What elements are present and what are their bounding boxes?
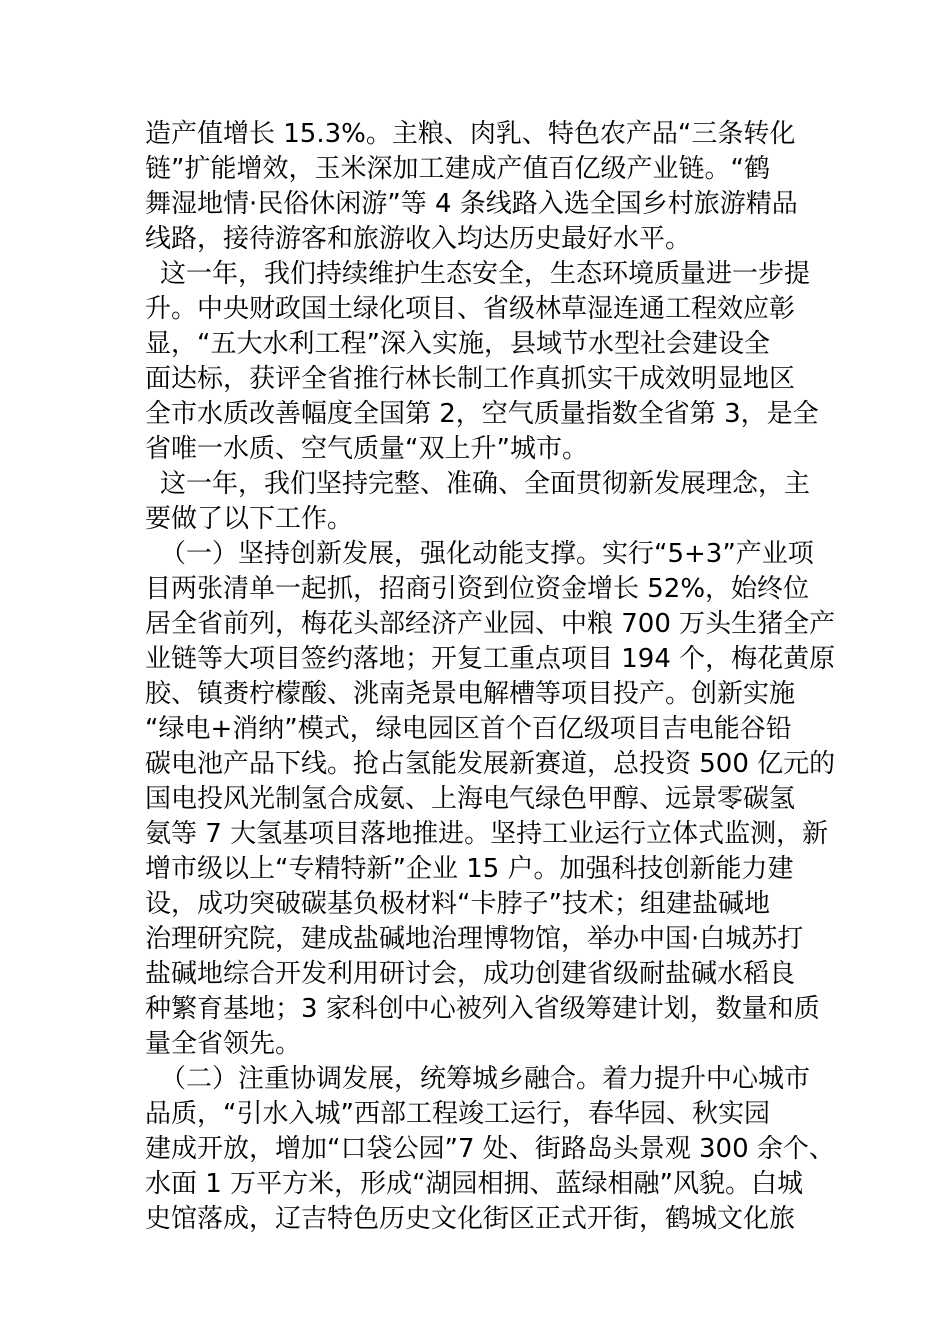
text-line: 舞湿地情·民俗休闲游”等 4 条线路入选全国乡村旅游精品 bbox=[145, 189, 798, 219]
text-line: 显，“五大水利工程”深入实施，县域节水型社会建设全 bbox=[145, 329, 770, 359]
text-line: 盐碱地综合开发利用研讨会，成功创建省级耐盐碱水稻良 bbox=[145, 959, 796, 989]
section-heading-line: （二）注重协调发展，统筹城乡融合。着力提升中心城市 bbox=[160, 1064, 811, 1094]
text-line: 增市级以上“专精特新”企业 15 户。加强科技创新能力建 bbox=[145, 854, 794, 884]
text-line: “绿电+消纳”模式，绿电园区首个百亿级项目吉电能谷铅 bbox=[145, 714, 792, 744]
text-line: 氨等 7 大氢基项目落地推进。坚持工业运行立体式监测，新 bbox=[145, 819, 829, 849]
text-line: 水面 1 万平方米，形成“湖园相拥、蓝绿相融”风貌。白城 bbox=[145, 1169, 804, 1199]
text-line: 治理研究院，建成盐碱地治理博物馆，举办中国·白城苏打 bbox=[145, 924, 804, 954]
section-heading-line: （一）坚持创新发展，强化动能支撑。实行“5+3”产业项 bbox=[160, 539, 814, 569]
text-line: 链”扩能增效，玉米深加工建成产值百亿级产业链。“鹤 bbox=[145, 154, 770, 184]
text-line: 胶、镇赉柠檬酸、洮南尧景电解槽等项目投产。创新实施 bbox=[145, 679, 796, 709]
text-line: 碳电池产品下线。抢占氢能发展新赛道，总投资 500 亿元的 bbox=[145, 749, 836, 779]
text-line: 史馆落成，辽吉特色历史文化街区正式开街，鹤城文化旅 bbox=[145, 1204, 796, 1234]
paragraph-first-line: 这一年，我们坚持完整、准确、全面贯彻新发展理念，主 bbox=[160, 469, 811, 499]
text-line: 省唯一水质、空气质量“双上升”城市。 bbox=[145, 434, 588, 464]
text-line: 量全省领先。 bbox=[145, 1029, 302, 1059]
paragraph-first-line: 这一年，我们持续维护生态安全，生态环境质量进一步提 bbox=[160, 259, 811, 289]
text-line: 居全省前列，梅花头部经济产业园、中粮 700 万头生猪全产 bbox=[145, 609, 836, 639]
text-line: 国电投风光制氢合成氨、上海电气绿色甲醇、远景零碳氢 bbox=[145, 784, 796, 814]
text-line: 目两张清单一起抓，招商引资到位资金增长 52%，始终位 bbox=[145, 574, 810, 604]
text-line: 全市水质改善幅度全国第 2，空气质量指数全省第 3，是全 bbox=[145, 399, 819, 429]
text-line: 建成开放，增加“口袋公园”7 处、街路岛头景观 300 余个、 bbox=[145, 1134, 835, 1164]
text-line: 造产值增长 15.3%。主粮、肉乳、特色农产品“三条转化 bbox=[145, 119, 796, 149]
text-line: 设，成功突破碳基负极材料“卡脖子”技术；组建盐碱地 bbox=[145, 889, 770, 919]
text-line: 升。中央财政国土绿化项目、省级林草湿连通工程效应彰 bbox=[145, 294, 796, 324]
text-line: 品质，“引水入城”西部工程竣工运行，春华园、秋实园 bbox=[145, 1099, 770, 1129]
text-line: 种繁育基地；3 家科创中心被列入省级筹建计划，数量和质 bbox=[145, 994, 820, 1024]
text-line: 要做了以下工作。 bbox=[145, 504, 354, 534]
text-line: 面达标，获评全省推行林长制工作真抓实干成效明显地区 bbox=[145, 364, 796, 394]
text-line: 业链等大项目签约落地；开复工重点项目 194 个，梅花黄原 bbox=[145, 644, 836, 674]
text-line: 线路，接待游客和旅游收入均达历史最好水平。 bbox=[145, 224, 692, 254]
